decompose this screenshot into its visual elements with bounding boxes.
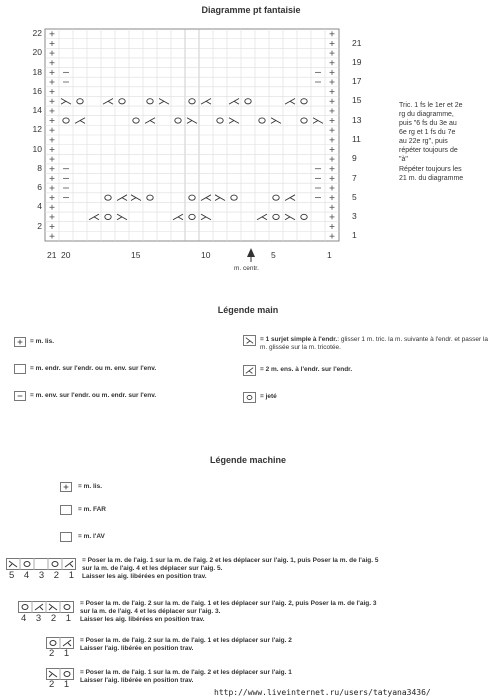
bottom-column-number: 15 [131,250,141,260]
watermark-url[interactable]: http://www.liveinternet.ru/users/tatyana3436/ [214,688,431,697]
legend-main-item-text [260,336,490,352]
transfer-description [80,669,490,685]
left-row-number: 20 [32,47,42,58]
transfer-description [80,637,490,653]
transfer-line: = Poser la m. de l'aig. 1 sur la m. de l'aig. 2 et les déplacer sur l'aig. 1 [80,669,292,676]
note-line: rg du diagramme, [399,111,454,118]
legend-machine-item-text: = m. lis. [78,483,103,490]
legend-main-title: Légende main [217,305,279,315]
left-row-number: 22 [32,28,42,38]
legend-main-item-text: = jeté [260,393,277,400]
empty-box-icon [14,364,26,374]
right-row-number: 13 [352,114,362,125]
transfer-line: sur la m. de l'aig. 4 et les déplacer sur l'aig. 5. [82,565,223,572]
decrease-bold-text: = 1 surjet simple à l'endr. [260,336,338,343]
transfer-line: = Poser la m. de l'aig. 2 sur la m. de l'aig. 1 et les déplacer sur l'aig. 2, puis Poser la m. de l'aig. 3 [80,600,377,607]
left-row-number: 14 [32,105,42,116]
transfer-description [80,600,490,624]
note-line: "à" [399,156,408,163]
transfer-line: Laisser l'aig. libérée en position trav. [80,645,194,652]
left-row-number: 2 [37,220,42,231]
transfer-description [82,557,490,581]
right-row-number: 1 [352,230,357,241]
right-row-number: 21 [352,37,362,48]
note-line: Tric. 1 fs le 1er et 2e [399,102,463,109]
needle-numbers: 5 4 3 2 1 [9,570,78,581]
bottom-column-number: 20 [61,250,71,260]
diagram-note [399,101,489,183]
left-row-number: 10 [32,143,42,154]
dash-symbol-icon [14,391,26,401]
right-slant-decrease-icon [243,335,256,346]
right-row-number: 5 [352,191,357,202]
knitting-chart [44,28,344,255]
right-row-number: 19 [352,56,362,67]
left-row-number: 6 [37,182,42,193]
note-line: répéter toujours de [399,147,458,154]
legend-main-item-text: = 2 m. ens. à l'endr. sur l'endr. [260,366,353,373]
left-slant-decrease-icon [243,365,256,376]
needle-numbers: 2 1 [49,679,73,690]
transfer-line: Laisser les aig. libérées en position trav. [82,573,207,580]
transfer-line: = Poser la m. de l'aig. 1 sur la m. de l'aig. 2 et les déplacer sur l'aig. 1, puis Poser la m. de l'aig. 5 [82,557,379,564]
left-row-number: 16 [32,85,42,96]
legend-main-item-text: = m. lis. [30,338,55,345]
legend-machine-title: Légende machine [209,455,287,465]
note-line: puis "6 fs du 3e au [399,120,457,127]
diagram-title: Diagramme pt fantaisie [201,5,301,15]
empty-box-icon [60,505,72,515]
note-line: au 22e rg", puis [399,138,448,145]
left-row-number: 8 [37,162,42,173]
empty-box-icon [60,532,72,542]
transfer-line: = Poser la m. de l'aig. 2 sur la m. de l'aig. 1 et les déplacer sur l'aig. 2 [80,637,292,644]
center-arrow-icon [246,248,256,262]
plus-symbol-icon [60,482,72,492]
needle-numbers: 2 1 [49,648,73,659]
bottom-column-number: 10 [201,250,211,260]
left-row-number: 12 [32,124,42,135]
transfer-line: Laisser les aig. libérées en position trav. [80,616,205,623]
legend-machine-item-text: = m. l'AV [78,533,105,540]
right-row-number: 3 [352,211,357,222]
legend-main-item-text: = m. endr. sur l'endr. ou m. env. sur l'env. [30,365,157,372]
bottom-column-number: 21 [47,250,57,260]
needle-numbers: 4 3 2 1 [21,613,75,624]
legend-main-item-text: = m. env. sur l'endr. ou m. endr. sur l'env. [30,392,157,399]
plus-symbol-icon [14,337,26,347]
bottom-column-number: 5 [271,250,276,260]
note-line: Répéter toujours les [399,166,462,173]
bottom-column-number: 1 [327,250,332,260]
note-line: 21 m. du diagramme [399,175,464,182]
right-row-number: 17 [352,76,362,87]
transfer-line: sur la m. de l'aig. 4 et les déplacer sur l'aig. 3. [80,608,221,615]
center-stitch-label: m. centr. [234,265,259,272]
left-row-number: 4 [37,201,42,212]
decrease-text: : glisser 1 m. tric. la m. suivante à l'endr. et passer la m. glissée sur la m. tricotée. [260,336,489,351]
right-row-number: 7 [352,172,357,183]
yarn-over-icon [243,392,256,403]
right-row-number: 11 [352,134,361,144]
right-row-number: 9 [352,153,357,164]
right-row-number: 15 [352,95,362,106]
note-line: 6e rg et 1 fs du 7e [399,129,456,136]
left-row-number: 18 [32,66,42,77]
legend-machine-item-text: = m. FAR [78,506,106,513]
transfer-line: Laisser l'aig. libérée en position trav. [80,677,194,684]
